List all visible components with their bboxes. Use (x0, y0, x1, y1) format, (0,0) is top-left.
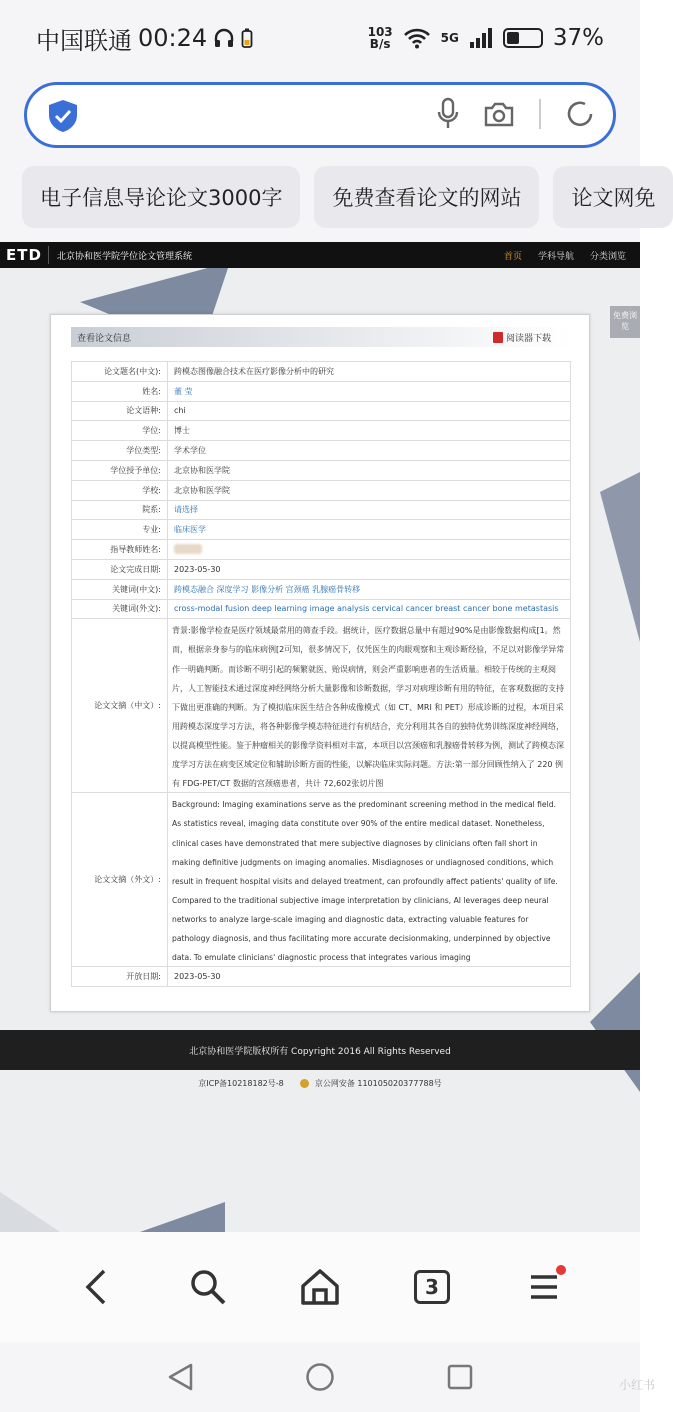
nav-links (504, 249, 640, 262)
microphone-icon[interactable] (437, 97, 459, 131)
nav-home[interactable]: 首页 (503, 251, 522, 262)
tabs-button[interactable] (408, 1263, 456, 1311)
menu-icon (529, 1273, 559, 1301)
back-button[interactable] (72, 1263, 120, 1311)
thesis-info-card (50, 314, 590, 1012)
battery-percent: 37% (552, 25, 604, 51)
field-label: 学位授予单位: (72, 460, 168, 480)
search-button[interactable] (184, 1263, 232, 1311)
field-value: 博士 (168, 421, 571, 441)
copyright-text: 北京协和医学院版权所有 Copyright 2016 All Rights Reserved (189, 1046, 451, 1057)
chevron-left-icon (84, 1269, 108, 1305)
field-label: 关键词(中文): (72, 579, 168, 599)
battery-icon (503, 28, 543, 48)
police-record-link[interactable]: 京公网安备 110105020377788号 (314, 1079, 442, 1088)
clock: 00:24 (138, 24, 208, 52)
camera-icon[interactable] (483, 100, 515, 128)
signal-icon (469, 27, 493, 49)
menu-button[interactable] (520, 1263, 568, 1311)
tabs-count: 3 (414, 1270, 450, 1304)
network-speed (368, 26, 393, 50)
author-link[interactable]: 董 莹 (168, 381, 571, 401)
search-input[interactable] (24, 82, 616, 148)
field-label: 学位: (72, 421, 168, 441)
signal-type: 5G (440, 31, 459, 45)
pdf-icon (493, 332, 503, 343)
advisor-name (168, 540, 571, 560)
table-row (72, 460, 571, 480)
reader-download-link[interactable] (493, 331, 551, 344)
back-triangle-icon[interactable] (166, 1362, 194, 1392)
notification-dot (556, 1265, 566, 1275)
abstract-en: Background: Imaging examinations serve as the predominant screening method in the medical field. As statistics reveal, imaging data constitute over 90% of the entire medical dataset. Nonetheless, clinical cases have demonstrated that mere subjective diagnoses by clinicians often fall short in making definitive judgments on imaging anomalies. Misdiagnoses or undiagnosed conditions, which result in frequent hospital visits and delayed treatment, can profoundly affect patients' quality of life. Compared to the traditional subjective image interpretation by clinicians, AI leverages deep neural networks to analyze large-scale imaging and diagnostic data, extracting valuable features for pathology diagnosis, and thus facilitating more accurate decisionmaking, underpinned by objective data. To emulate clinicians' diagnostic process that integrates various imaging (172, 800, 558, 963)
site-top-nav (0, 242, 640, 268)
field-label: 姓名: (72, 381, 168, 401)
field-value: 北京协和医学院 (168, 460, 571, 480)
small-battery-icon (241, 27, 253, 49)
home-icon (300, 1268, 340, 1306)
field-label: 专业: (72, 520, 168, 540)
reader-download-label: 阅读器下载 (505, 333, 551, 344)
panel-header (71, 327, 571, 347)
keywords-en-link[interactable]: cross-modal fusion deep learning image analysis cervical cancer breast cancer bone metastasis (168, 599, 571, 619)
browser-chrome (0, 76, 656, 242)
major-link[interactable]: 临床医学 (168, 520, 571, 540)
field-value: 跨模态图像融合技术在医疗影像分析中的研究 (168, 362, 571, 382)
copyright-bar (0, 1030, 640, 1070)
table-row (72, 793, 571, 967)
table-row (72, 441, 571, 461)
search-actions (437, 97, 595, 131)
field-label: 论文完成日期: (72, 559, 168, 579)
table-row (72, 540, 571, 560)
suggestion-chip[interactable]: 论文网免 (553, 166, 673, 228)
table-row (72, 520, 571, 540)
field-value: 2023-05-30 (168, 967, 571, 987)
field-value: chi (168, 401, 571, 421)
suggestion-chip[interactable]: 电子信息导论论文3000字 (22, 166, 300, 228)
field-label: 论文语种: (72, 401, 168, 421)
search-divider (539, 99, 541, 129)
network-speed-unit: B/s (369, 37, 391, 51)
network-speed-value: 103 (367, 25, 393, 39)
table-row (72, 480, 571, 500)
site-logo[interactable]: ETD (0, 246, 49, 264)
icp-link[interactable]: 京ICP备10218182号-8 (198, 1079, 284, 1088)
table-row (72, 599, 571, 619)
field-label: 论文文摘（外文）: (72, 793, 168, 967)
table-row (72, 579, 571, 599)
table-row (72, 401, 571, 421)
web-content (0, 242, 640, 1232)
suggestion-chip[interactable]: 免费查看论文的网站 (314, 166, 539, 228)
refresh-icon[interactable] (565, 99, 595, 129)
police-badge-icon (300, 1079, 309, 1088)
search-icon (189, 1268, 227, 1306)
home-circle-icon[interactable] (305, 1362, 335, 1392)
suggestion-chips (22, 166, 673, 228)
table-row (72, 500, 571, 520)
watermark: 小红书 (618, 1378, 655, 1392)
status-right (368, 25, 604, 51)
browser-toolbar (0, 1232, 640, 1342)
field-value: 学术学位 (168, 441, 571, 461)
icp-info (0, 1078, 640, 1089)
table-row (72, 362, 571, 382)
table-row (72, 381, 571, 401)
field-label: 论文文摘（中文）: (72, 619, 168, 793)
nav-browse[interactable]: 分类浏览 (589, 251, 626, 262)
wifi-icon (403, 27, 431, 49)
field-label: 学位类型: (72, 441, 168, 461)
field-label: 指导教师姓名: (72, 540, 168, 560)
nav-subjects[interactable]: 学科导航 (537, 251, 574, 262)
table-row (72, 619, 571, 793)
recents-square-icon[interactable] (446, 1363, 474, 1391)
status-bar (0, 0, 640, 76)
field-value: 北京协和医学院 (168, 480, 571, 500)
field-label: 学校: (72, 480, 168, 500)
table-row (72, 559, 571, 579)
abstract-en-cell[interactable] (168, 793, 571, 967)
abstract-cn: 背景:影像学检查是医疗领域最常用的筛查手段。据统计，医疗数据总量中有超过90%是由影像数据构成[1。然而，根据亲身参与的临床病例[2可知，很多情况下，仅凭医生的肉眼观察和主观诊断经验，不足以对影像学异常作一明确判断。而诊断不明引起的频繁就医、贻误病情，则会严重影响患者的生活质量。相较于传统的主观阅片，人工智能技术通过深度神经网络分析大量影像和诊断数据，学习对病理诊断有用的特征，在客观数据的支持下做出更准确的判断。为了模拟临床医生结合各种成像模式（如 CT、MRI 和 PET）形成诊断的过程，本项目采用跨模态深度学习方法，将各种影像学模态特征进行有机结合，充分利用其各自的独特优势训练深度神经网络，以提高模型性能。鉴于肿瘤相关的影像学资料相对丰富，本项目以宫颈癌和乳腺癌骨转移为例，测试了跨模态深度学习方法在病变区域定位和辅助诊断方面的性能，以解决临床实际问题。方法:第一部分回顾性纳入了 220 例有 FDG-PET/CT 数据的宫颈癌患者，共计 72,602张切片图 (172, 626, 565, 789)
abstract-cn-cell[interactable] (168, 619, 571, 793)
redacted-name (174, 544, 202, 554)
panel-title: 查看论文信息 (77, 333, 132, 344)
department-link[interactable]: 请选择 (168, 500, 571, 520)
home-button[interactable] (296, 1263, 344, 1311)
table-row (72, 421, 571, 441)
status-left (36, 21, 253, 56)
thesis-info-table (71, 361, 571, 987)
keywords-cn-link[interactable]: 跨模态融合 深度学习 影像分析 宫颈癌 乳腺癌骨转移 (168, 579, 571, 599)
system-navigation (0, 1342, 640, 1412)
free-browse-tab[interactable]: 免费浏览 (610, 306, 640, 338)
field-label: 关键词(外文): (72, 599, 168, 619)
table-row (72, 967, 571, 987)
carrier: 中国联通 (36, 26, 132, 55)
system-title: 北京协和医学院学位论文管理系统 (56, 251, 192, 262)
field-label: 开放日期: (72, 967, 168, 987)
headphones-icon (213, 27, 235, 49)
field-label: 论文题名(中文): (72, 362, 168, 382)
shield-icon[interactable] (47, 99, 79, 133)
field-label: 院系: (72, 500, 168, 520)
field-value: 2023-05-30 (168, 559, 571, 579)
